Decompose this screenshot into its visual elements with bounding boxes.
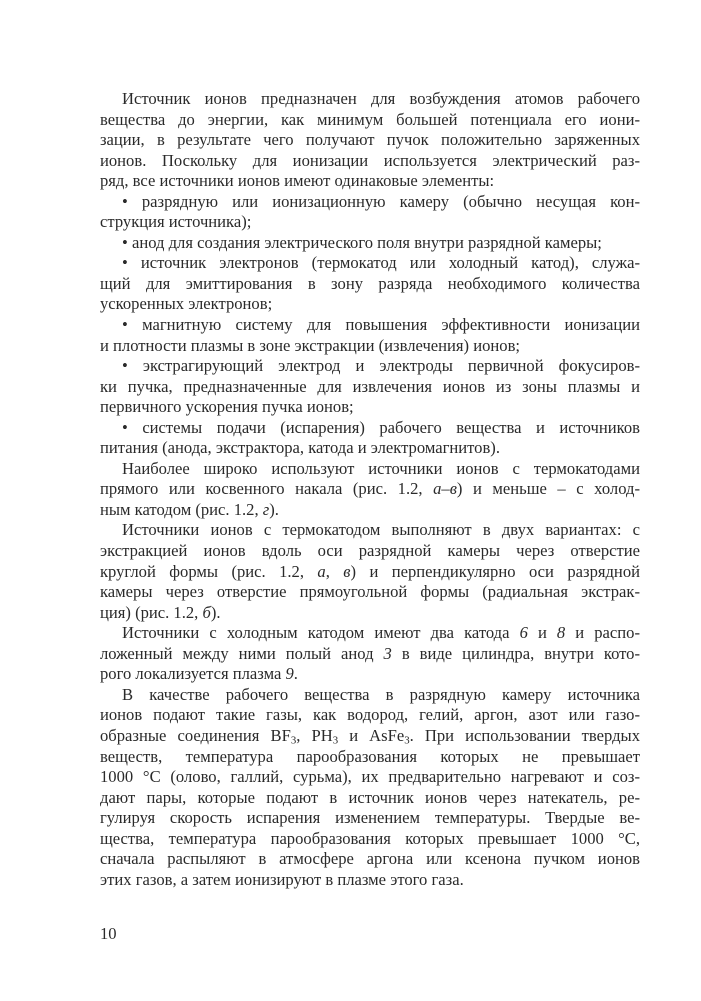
text-run: и AsFe (338, 725, 405, 745)
text-line (100, 418, 640, 439)
text-line (100, 479, 640, 500)
paragraph (100, 233, 640, 254)
text-run: Источники ионов с термокатодом выполняют в двух вариантах: с (122, 520, 640, 540)
italic-reference: 9 (285, 664, 294, 684)
text-run: ряд, все источники ионов имеют одинаковые элементы: (100, 171, 495, 191)
text-run: ложенный между ними полый анод (100, 643, 384, 663)
text-run: ). (269, 499, 279, 519)
text-run: струкция источника); (100, 212, 252, 232)
text-run: В качестве рабочего вещества в разрядную камеру источника (122, 684, 640, 704)
text-run: Источник ионов предназначен для возбуждения атомов рабочего (122, 89, 640, 108)
text-run: ускоренных электронов; (100, 294, 273, 314)
text-line (100, 747, 640, 768)
text-run: в виде цилиндра, внутри кото- (391, 643, 640, 663)
text-run: . При использовании твердых (409, 725, 640, 745)
text-line (100, 233, 640, 254)
text-line (100, 377, 640, 398)
paragraph (100, 623, 640, 685)
text-line (100, 356, 640, 377)
text-run: • разрядную или ионизационную камеру (обычно несущая кон- (122, 191, 640, 211)
text-line (100, 89, 640, 110)
text-run: • системы подачи (испарения) рабочего вещества и источников (122, 417, 640, 437)
subscript: 3 (290, 734, 297, 747)
page-body (100, 89, 640, 890)
subscript: 3 (332, 734, 339, 747)
text-run: • магнитную систему для повышения эффективности ионизации (122, 315, 640, 335)
text-line (100, 685, 640, 706)
text-line (100, 562, 640, 583)
text-line (100, 110, 640, 131)
italic-reference: г (262, 499, 270, 519)
text-run: . (293, 664, 298, 684)
text-line (100, 623, 640, 644)
text-run: 1000 °С (олово, галлий, сурьма), их предварительно нагревают и соз- (100, 767, 640, 787)
text-run: этих газов, а затем ионизируют в плазме этого газа. (100, 869, 464, 889)
text-line (100, 808, 640, 829)
text-run: и распо- (565, 623, 640, 643)
paragraph (100, 418, 640, 459)
text-line (100, 870, 640, 891)
text-run: образные соединения BF (100, 725, 291, 745)
text-run: камеры через отверстие прямоугольной формы (радиальная экстрак- (100, 582, 640, 602)
text-run: сначала распыляют в атмосфере аргона или ксенона пучком ионов (100, 849, 640, 869)
text-run: ). (210, 602, 221, 622)
text-run: и плотности плазмы в зоне экстракции (извлечения) ионов; (100, 335, 521, 355)
text-run: дают пары, которые подают в источник ионов через натекатель, ре- (100, 787, 640, 807)
text-line (100, 253, 640, 274)
text-run: гулируя скорость испарения изменением температуры. Твердые ве- (100, 808, 640, 828)
text-run: первичного ускорения пучка ионов; (100, 397, 354, 417)
text-run: • анод для создания электрического поля внутри разрядной камеры; (122, 232, 602, 252)
text-run: щества, температура парообразования которых превышает 1000 °С, (100, 828, 640, 848)
paragraph (100, 459, 640, 521)
text-run: ным катодом (рис. 1.2, (100, 499, 263, 519)
text-line (100, 726, 640, 747)
text-line (100, 315, 640, 336)
text-run: ) и меньше – с холод- (456, 479, 640, 499)
italic-reference: 8 (556, 623, 566, 643)
paragraph (100, 685, 640, 890)
text-line (100, 541, 640, 562)
paragraph (100, 253, 640, 315)
text-run: Наиболее широко используют источники ионов с термокатодами (122, 458, 640, 478)
italic-reference: 3 (383, 643, 392, 663)
paragraph (100, 89, 640, 192)
text-line (100, 192, 640, 213)
italic-reference: а (317, 561, 326, 581)
text-line (100, 212, 640, 233)
text-line (100, 603, 640, 624)
text-run: • источник электронов (термокатод или холодный катод), служа- (122, 253, 640, 273)
text-line (100, 151, 640, 172)
text-run: ки пучка, предназначенные для извлечения ионов из зоны плазмы и (100, 376, 640, 396)
text-line (100, 705, 640, 726)
italic-reference: б (202, 602, 211, 622)
text-line (100, 849, 640, 870)
text-run: щий для эмиттирования в зону разряда необходимого количества (100, 273, 640, 293)
text-run: ция) (рис. 1.2, (100, 602, 203, 622)
text-run: ) и перпендикулярно оси разрядной (350, 561, 640, 581)
text-line (100, 459, 640, 480)
text-line (100, 336, 640, 357)
text-run: круглой формы (рис. 1.2, (100, 561, 318, 581)
subscript: 3 (404, 734, 410, 747)
text-line (100, 788, 640, 809)
text-line (100, 130, 640, 151)
italic-reference: в (343, 561, 351, 581)
text-run: прямого или косвенного накала (рис. 1.2, (100, 479, 434, 499)
paragraph (100, 315, 640, 356)
paragraph (100, 192, 640, 233)
text-line (100, 500, 640, 521)
text-line (100, 438, 640, 459)
text-line (100, 829, 640, 850)
text-run: вещества до энергии, как минимум большей потенциала его иони- (100, 109, 640, 129)
text-line (100, 644, 640, 665)
text-run: рого локализуется плазма (100, 664, 286, 684)
text-line (100, 582, 640, 603)
text-run: и (527, 623, 557, 643)
text-run: , PH (296, 725, 333, 745)
text-line (100, 520, 640, 541)
text-line (100, 274, 640, 295)
text-run: ионов подают такие газы, как водород, гелий, аргон, азот или газо- (100, 705, 640, 725)
text-run: питания (анода, экстрактора, катода и электромагнитов). (100, 438, 500, 458)
text-run: экстракцией ионов вдоль оси разрядной камеры через отверстие (100, 541, 640, 561)
italic-reference: а–в (433, 479, 457, 499)
italic-reference: 6 (519, 623, 528, 643)
text-line (100, 397, 640, 418)
paragraph (100, 520, 640, 623)
text-run: зации, в результате чего получают пучок положительно заряженных (100, 130, 640, 150)
text-run: , (325, 561, 344, 581)
text-line (100, 767, 640, 788)
page-number: 10 (100, 924, 117, 943)
text-line (100, 664, 640, 685)
text-run: веществ, температура парообразования которых не превышает (100, 746, 640, 766)
text-line (100, 294, 640, 315)
text-line (100, 171, 640, 192)
text-run: ионов. Поскольку для ионизации используется электрический раз- (100, 150, 640, 170)
text-run: Источники с холодным катодом имеют два катода (122, 623, 520, 643)
paragraph (100, 356, 640, 418)
text-run: • экстрагирующий электрод и электроды первичной фокусиров- (122, 356, 640, 376)
